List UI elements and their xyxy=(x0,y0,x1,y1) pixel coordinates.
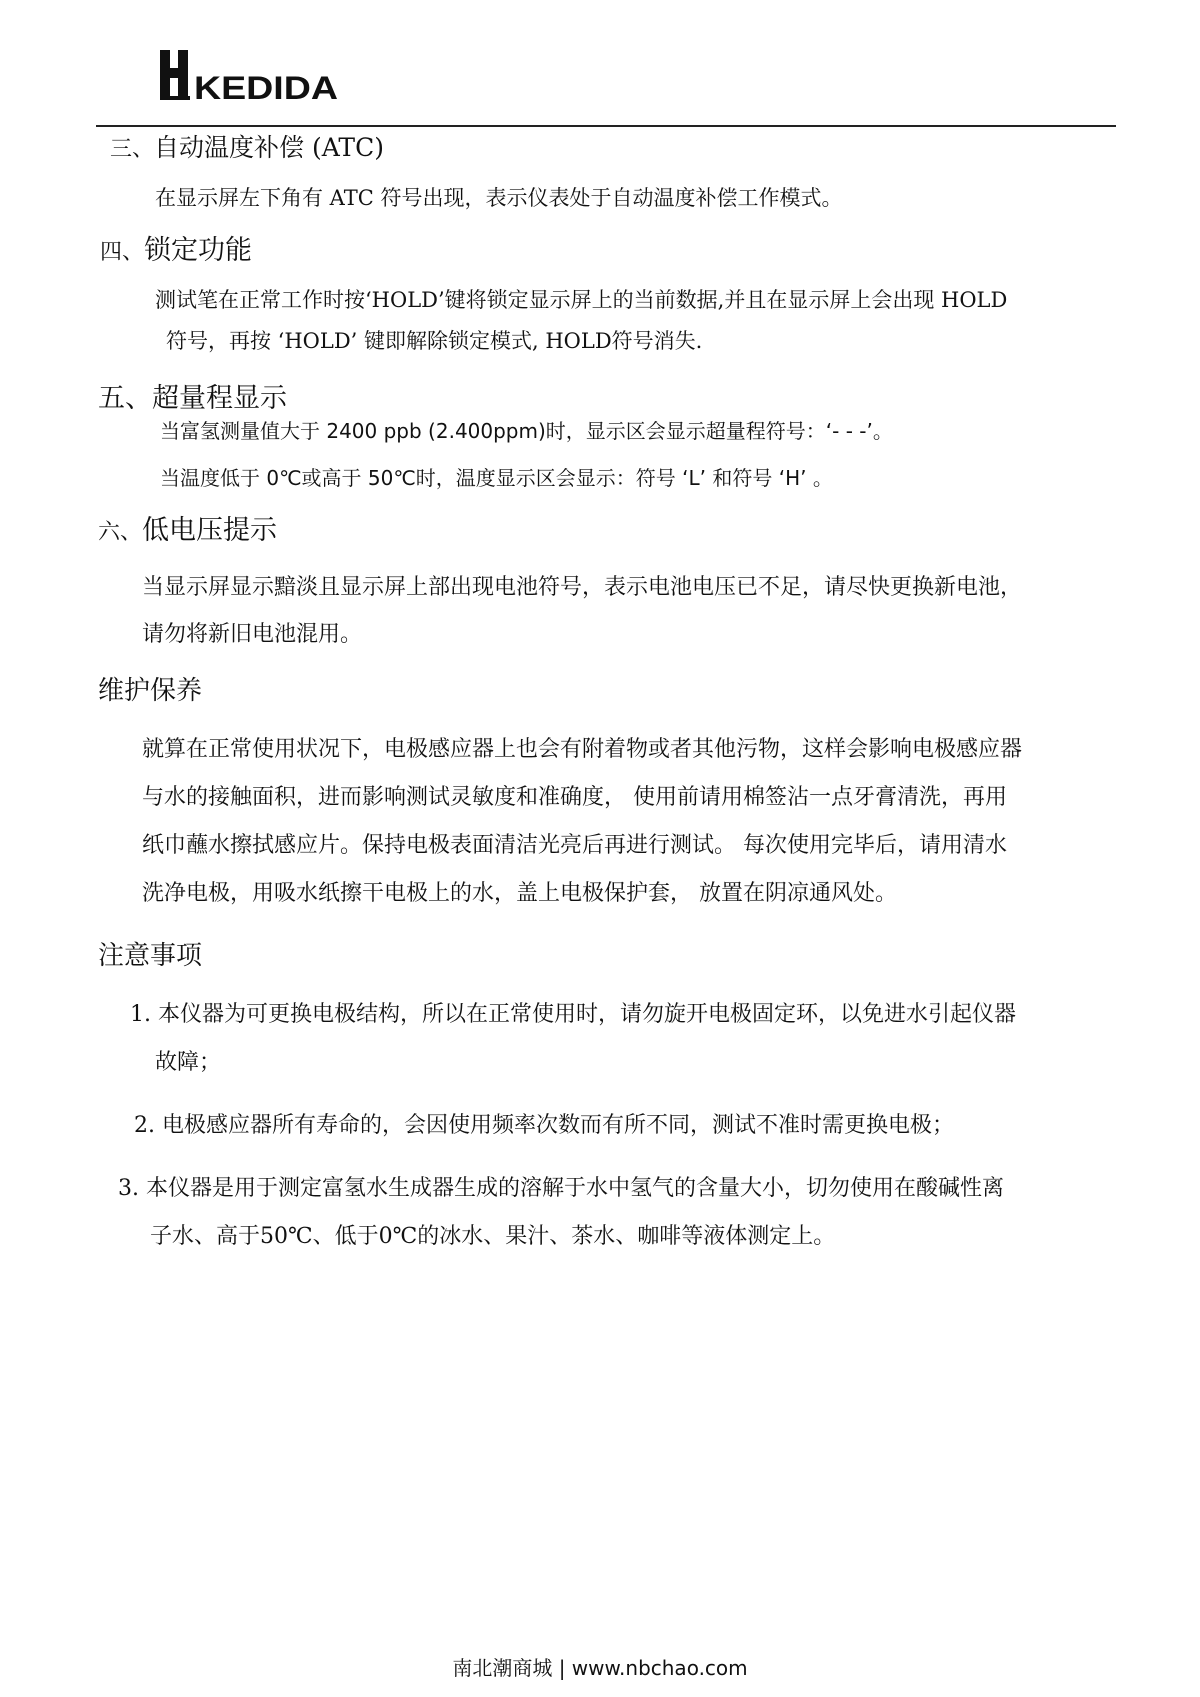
section-heading-atc xyxy=(110,128,384,164)
low-voltage-text-line2: 请勿将新旧电池混用。 xyxy=(142,622,363,647)
over-range-text-line1: 当富氢测量值大于 2400 ppb (2.400ppm)时，显示区会显示超量程符号：‘- - -’。 xyxy=(160,419,893,443)
section-title: 锁定功能 xyxy=(144,235,253,266)
section-heading-over-range xyxy=(98,376,287,415)
section-number: 六、 xyxy=(98,520,143,545)
lock-text-line2: 符号，再按 ‘HOLD’ 键即解除锁定模式, HOLD符号消失. xyxy=(166,329,703,353)
note-item-3: 3. 本仪器是用于测定富氢水生成器生成的溶解于水中氢气的含量大小，切勿使用在酸碱性离 xyxy=(118,1176,1004,1201)
section-heading-maintenance xyxy=(98,670,202,707)
section-number: 三、 xyxy=(110,137,155,162)
section-title: 超量程显示 xyxy=(152,383,287,414)
header-rule xyxy=(96,125,1116,127)
maintenance-text-line: 纸巾蘸水擦拭感应片。保持电极表面清洁光亮后再进行测试。 每次使用完毕后，请用清水 xyxy=(142,833,1007,858)
maintenance-text-line: 洗净电极，用吸水纸擦干电极上的水，盖上电极保护套， 放置在阴凉通风处。 xyxy=(142,881,897,906)
atc-text: 在显示屏左下角有 ATC 符号出现，表示仪表处于自动温度补偿工作模式。 xyxy=(155,186,843,210)
note-item-2: 2. 电极感应器所有寿命的，会因使用频率次数而有所不同，测试不准时需更换电极； xyxy=(134,1113,954,1138)
note-item-1-continued: 故障； xyxy=(155,1050,222,1075)
maintenance-text-line: 与水的接触面积，进而影响测试灵敏度和准确度， 使用前请用棉签沾一点牙膏清洗，再用 xyxy=(142,785,1007,810)
section-heading-lock xyxy=(100,228,252,267)
section-number: 五、 xyxy=(98,383,152,414)
maintenance-text-line: 就算在正常使用状况下，电极感应器上也会有附着物或者其他污物，这样会影响电极感应器 xyxy=(142,737,1023,762)
note-item-3-continued: 子水、高于50℃、低于0℃的冰水、果汁、茶水、咖啡等液体测定上。 xyxy=(150,1224,836,1249)
note-item-1: 1. 本仪器为可更换电极结构，所以在正常使用时，请勿旋开电极固定环，以免进水引起仪器 xyxy=(130,1002,1016,1027)
section-number: 四、 xyxy=(100,240,145,265)
section-title: 自动温度补偿 (ATC) xyxy=(154,133,384,162)
section-title: 注意事项 xyxy=(98,941,203,971)
section-title: 低电压提示 xyxy=(142,515,278,546)
lock-text-line1: 测试笔在正常工作时按‘HOLD’键将锁定显示屏上的当前数据,并且在显示屏上会出现 HOLD xyxy=(155,288,1008,312)
section-title: 维护保养 xyxy=(98,676,203,706)
section-heading-notes xyxy=(98,935,202,972)
footer-watermark: 南北潮商城 | www.nbchao.com xyxy=(452,1656,748,1680)
kedida-logo xyxy=(160,50,340,108)
over-range-text-line2: 当温度低于 0℃或高于 50℃时，温度显示区会显示：符号 ‘L’ 和符号 ‘H’ 。 xyxy=(160,466,833,490)
low-voltage-text-line1: 当显示屏显示黯淡且显示屏上部出现电池符号，表示电池电压已不足，请尽快更换新电池， xyxy=(142,575,1023,600)
logo-text: KEDIDA xyxy=(194,70,338,106)
section-heading-low-voltage xyxy=(98,508,277,547)
